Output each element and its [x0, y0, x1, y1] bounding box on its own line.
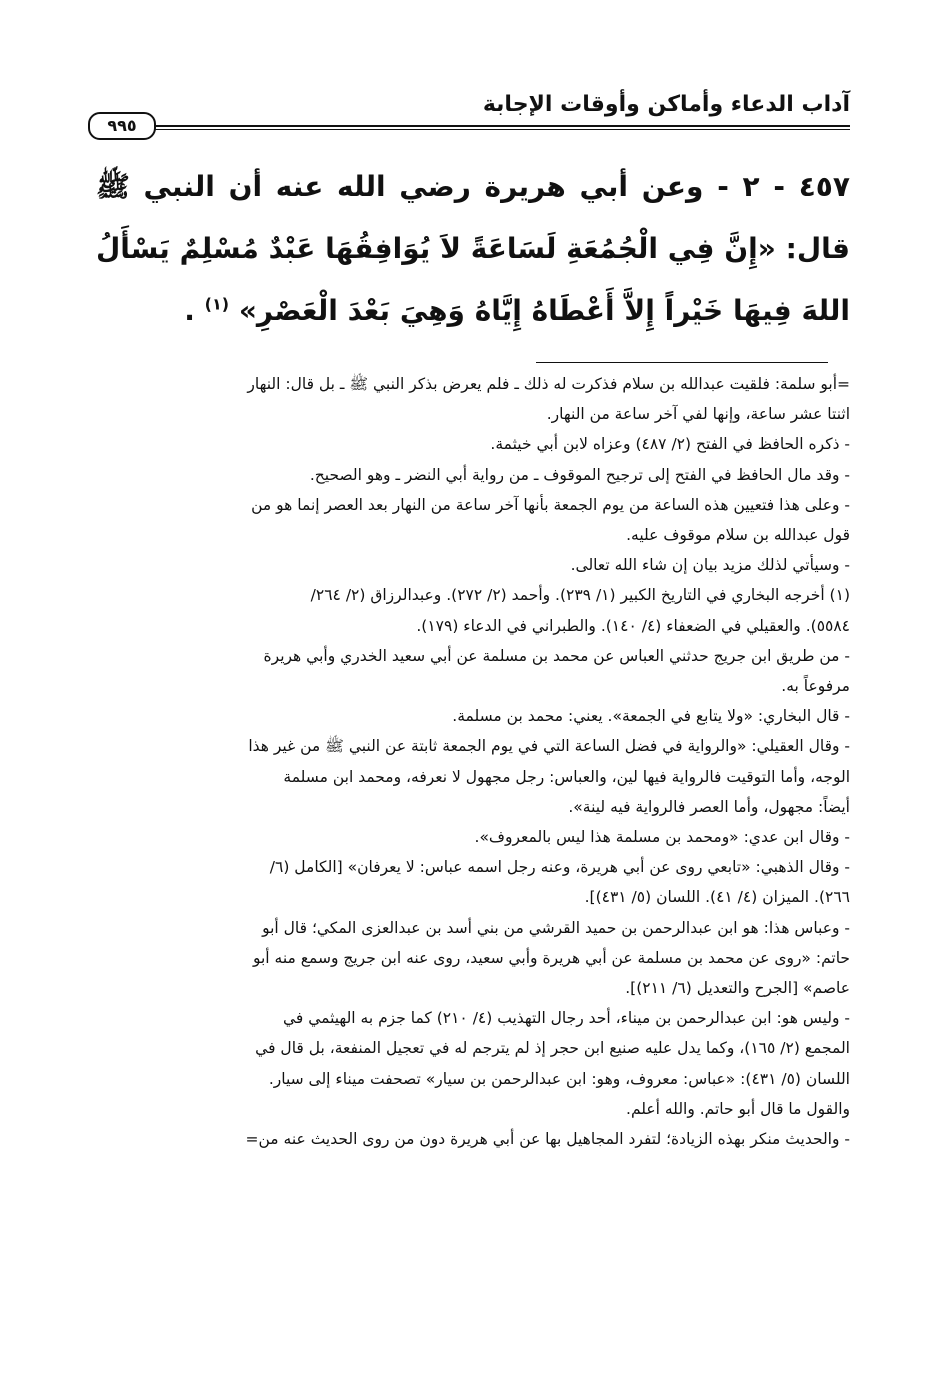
footnote-line: - وعلى هذا فتعيين هذه الساعة من يوم الجمعة بأنها آخر ساعة من النهار بعد العصر إنما هو من	[251, 495, 850, 514]
footnote-line: المجمع (٢/ ١٦٥)، وكما يدل عليه صنيع ابن حجر إذ لم يترجم له في تعجيل المنفعة، بل قال في	[255, 1039, 850, 1058]
hadith-number: ٤٥٧ - ٢ -	[717, 170, 850, 203]
footnote-line: - ذكره الحافظ في الفتح (٢/ ٤٨٧) وعزاه لابن أبي خيثمة.	[490, 435, 850, 454]
footnote-separator	[536, 362, 828, 363]
footnote-line: - وليس هو: ابن عبدالرحمن بن ميناء، أحد رجال التهذيب (٤/ ٢١٠) كما جزم به الهيثمي في	[282, 1009, 850, 1028]
footnote-line: - من طريق ابن جريج حدثني العباس عن محمد بن مسلمة عن أبي سعيد الخدري وأبي هريرة	[263, 646, 850, 665]
page-header	[88, 92, 850, 142]
footnote-line: الوجه، وأما التوقيت فالرواية فيها لين، والعباس: رجل مجهول لا نعرفه، ومحمد ابن مسلمة	[283, 767, 850, 786]
header-rule	[154, 125, 850, 130]
hadith-end: .	[184, 294, 195, 327]
footnote-line: مرفوعاً به.	[781, 677, 850, 696]
footnote-line: أيضاً: مجهول، وأما العصر فالرواية فيه لينة».	[568, 797, 850, 816]
footnote-line: - وقال العقيلي: «والرواية في فضل الساعة التي في يوم الجمعة ثابتة عن النبي ﷺ من غير هذا	[248, 737, 850, 756]
footnote-line: حاتم: «روى عن محمد بن مسلمة عن أبي هريرة وأبي سعيد، روى عنه ابن جريج وسمع منه أبو	[252, 948, 850, 967]
footnote-line: ٢٦٦). الميزان (٤/ ٤١). اللسان (٥/ ٤٣١)].	[584, 888, 850, 907]
page-number: ٩٩٥	[88, 112, 156, 140]
footnote-line: - قال البخاري: «ولا يتابع في الجمعة». يعني: محمد بن مسلمة.	[452, 707, 850, 726]
footnote-line: - وقال ابن عدي: «ومحمد بن مسلمة هذا ليس بالمعروف».	[474, 828, 850, 847]
footnote-line: - والحديث منكر بهذه الزيادة؛ لتفرد المجاهيل بها عن أبي هريرة دون من روى الحديث عنه من=	[245, 1130, 850, 1149]
footnote-line: =أبو سلمة: فلقيت عبدالله بن سلام فذكرت له ذلك ـ فلم يعرض بذكر النبي ﷺ ـ بل قال: النهار	[247, 375, 850, 393]
hadith-body: وعن أبي هريرة رضي الله عنه أن النبي ﷺ قال: «إِنَّ فِي الْجُمُعَةِ لَسَاعَةً لاَ يُوَافِقُهَا عَبْدٌ مُسْلِمٌ يَسْأَلُ اللهَ فِيهَا خَيْراً إِلاَّ أَعْطَاهُ إِيَّاهُ وَهِيَ بَعْدَ الْعَصْرِ»	[96, 170, 850, 327]
footnote-line: - وسيأتي لذلك مزيد بيان إن شاء الله تعالى.	[570, 556, 850, 575]
footnote-line: والقول ما قال أبو حاتم. والله أعلم.	[626, 1099, 850, 1118]
footnote-line: اللسان (٥/ ٤٣١): «عباس: معروف، وهو: ابن عبدالرحمن بن سيار» تصحفت ميناء إلى سيار.	[268, 1069, 850, 1088]
footnote-line: - وعباس هذا: هو ابن عبدالرحمن بن حميد القرشي من بني أسد بن عبدالعزى المكي؛ قال أبو	[262, 918, 850, 937]
running-title: آداب الدعاء وأماكن وأوقات الإجابة	[482, 92, 850, 117]
footnote-line: - وقال الذهبي: «تابعي روى عن أبي هريرة، وعنه رجل اسمه عباس: لا يعرفان» [الكامل (٦/	[269, 858, 850, 877]
footnote-line: (١) أخرجه البخاري في التاريخ الكبير (١/ ٢٣٩). وأحمد (٢/ ٢٧٢). وعبدالرزاق (٢/ ٢٦٤/	[310, 586, 850, 605]
hadith-text	[96, 156, 850, 342]
footnote-line: - وقد مال الحافظ في الفتح إلى ترجيح الموقوف ـ من رواية أبي النضر ـ وهو الصحيح.	[309, 465, 850, 484]
footnote-reference: (١)	[204, 294, 230, 314]
footnotes	[92, 369, 850, 1154]
footnote-line: عاصم» [الجرح والتعديل (٦/ ٢١١)].	[625, 979, 850, 998]
footnote-line: ٥٥٨٤). والعقيلي في الضعفاء (٤/ ١٤٠). والطبراني في الدعاء (١٧٩).	[416, 616, 850, 635]
footnote-line: اثنتا عشر ساعة، وإنها لفي آخر ساعة من النهار.	[546, 405, 850, 424]
footnote-line: قول عبدالله بن سلام موقوف عليه.	[626, 526, 850, 545]
